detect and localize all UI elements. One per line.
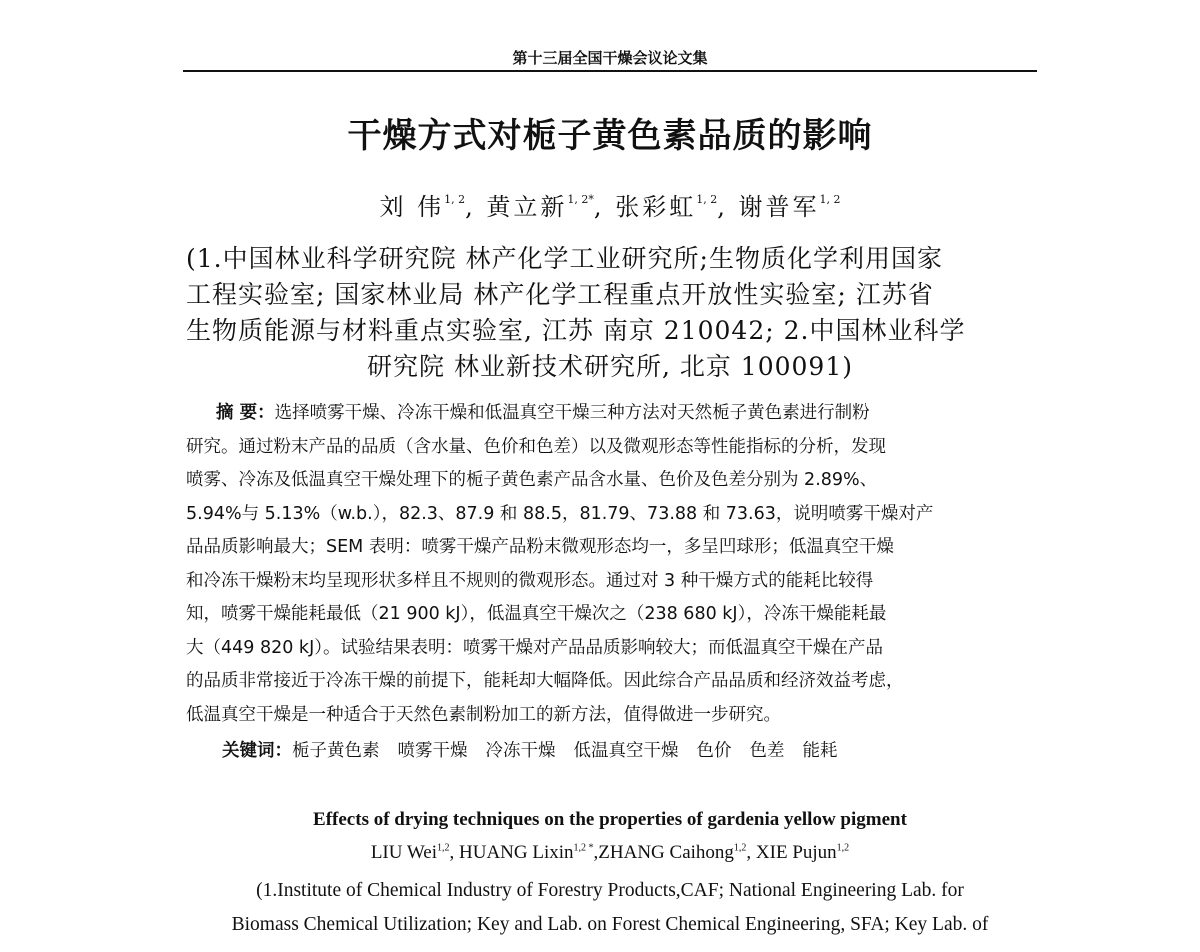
author-affiliation-mark: 1, 2* [567,193,594,206]
abstract-line: 低温真空干燥是一种适合于天然色素制粉加工的新方法，值得做进一步研究。 [186,704,781,725]
english-author-mark: 1,2 [437,842,450,854]
abstract-line: 的品质非常接近于冷冻干燥的前提下，能耗却大幅降低。因此综合产品品质和经济效益考虑， [186,671,904,691]
english-affiliation-line: (1.Institute of Chemical Industry of Forestry Products,CAF; National Engineering Lab. for [256,880,964,901]
english-author-mark: 1,2 [733,842,747,854]
english-author-separator: , [449,842,459,863]
keyword: 栀子黄色素 [292,741,380,761]
keyword: 冷冻干燥 [485,741,556,761]
abstract-text: 选择喷雾干燥、冷冻干燥和低温真空干燥三种方法对天然栀子黄色素进行制粉 [274,403,870,423]
abstract-line: 知，喷雾干燥能耗最低（21 900 kJ），低温真空干燥次之（238 680 kJ），冷冻干燥能耗最 [186,604,887,624]
keyword: 色差 [749,741,785,761]
english-author-name: HUANG Lixin [459,842,574,863]
author-name: 黄立新 [486,193,568,221]
affiliation-line: 研究院 林业新技术研究所, 北京 100091) [367,352,853,381]
abstract-line [186,397,1034,431]
author-name: 张彩虹 [615,193,697,221]
running-header: 第十三届全国干燥会议论文集 [512,49,708,67]
abstract-line: 研究。通过粉末产品的品质（含水量、色价和色差）以及微观形态等性能指标的分析，发现 [186,436,886,457]
author-name: 刘 伟 [379,193,445,221]
affiliation-line: (1.中国林业科学研究院 林产化学工业研究所;生物质化学利用国家 [186,244,943,273]
keywords-line [222,737,1034,762]
header-divider [183,70,1037,72]
abstract-line: 5.94%与 5.13%（w.b.），82.3、87.9 和 88.5，81.79、73.88 和 73.63，说明喷雾干燥对产 [186,503,934,524]
english-author-name: XIE Pujun [755,842,837,863]
author-separator: , [717,193,728,221]
affiliation-line: 工程实验室; 国家林业局 林产化学工程重点开放性实验室; 江苏省 [186,280,934,309]
author-affiliation-mark: 1, 2 [819,193,841,206]
english-author-separator: , [593,842,599,863]
author-name: 谢普军 [738,193,820,221]
paper-title: 干燥方式对栀子黄色素品质的影响 [347,116,873,156]
keyword: 色价 [696,741,732,761]
keyword: 能耗 [802,741,838,761]
abstract-line: 喷雾、冷冻及低温真空干燥处理下的栀子黄色素产品含水量、色价及色差分别为 2.89%、 [186,470,878,490]
keyword: 喷雾干燥 [397,741,468,761]
abstract-line: 品品质影响最大；SEM 表明：喷雾干燥产品粉末微观形态均一，多呈凹球形；低温真空干燥 [186,537,894,557]
author-separator: , [593,193,605,221]
abstract-block [186,397,1034,732]
english-affiliation-block [190,874,1030,942]
author-list [183,187,1037,222]
author-separator: , [465,193,476,221]
english-author-name: LIU Wei [370,842,437,863]
english-author-mark: 1,2 [836,842,850,854]
english-author-list [183,842,1037,864]
keywords-label: 关键词： [222,741,292,761]
abstract-line: 和冷冻干燥粉末均呈现形状多样且不规则的微观形态。通过对 3 种干燥方式的能耗比较得 [186,570,874,591]
english-author-mark: 1,2 * [573,842,594,854]
affiliation-line: 生物质能源与材料重点实验室, 江苏 南京 210042; 2.中国林业科学 [186,316,966,345]
english-title: Effects of drying techniques on the properties of gardenia yellow pigment [313,809,907,830]
author-affiliation-mark: 1, 2 [444,193,466,206]
english-author-name: ZHANG Caihong [598,842,734,863]
english-affiliation-line: Biomass Chemical Utilization; Key and Lab. on Forest Chemical Engineering, SFA; Key Lab. of [231,914,989,935]
abstract-label: 摘 要： [216,403,275,423]
keyword: 低温真空干燥 [573,741,679,761]
author-affiliation-mark: 1, 2 [696,193,718,206]
affiliation-block [186,241,1034,385]
english-author-separator: , [746,842,756,863]
abstract-line: 大（449 820 kJ）。试验结果表明：喷雾干燥对产品品质影响较大；而低温真空干燥在产品 [186,637,883,658]
